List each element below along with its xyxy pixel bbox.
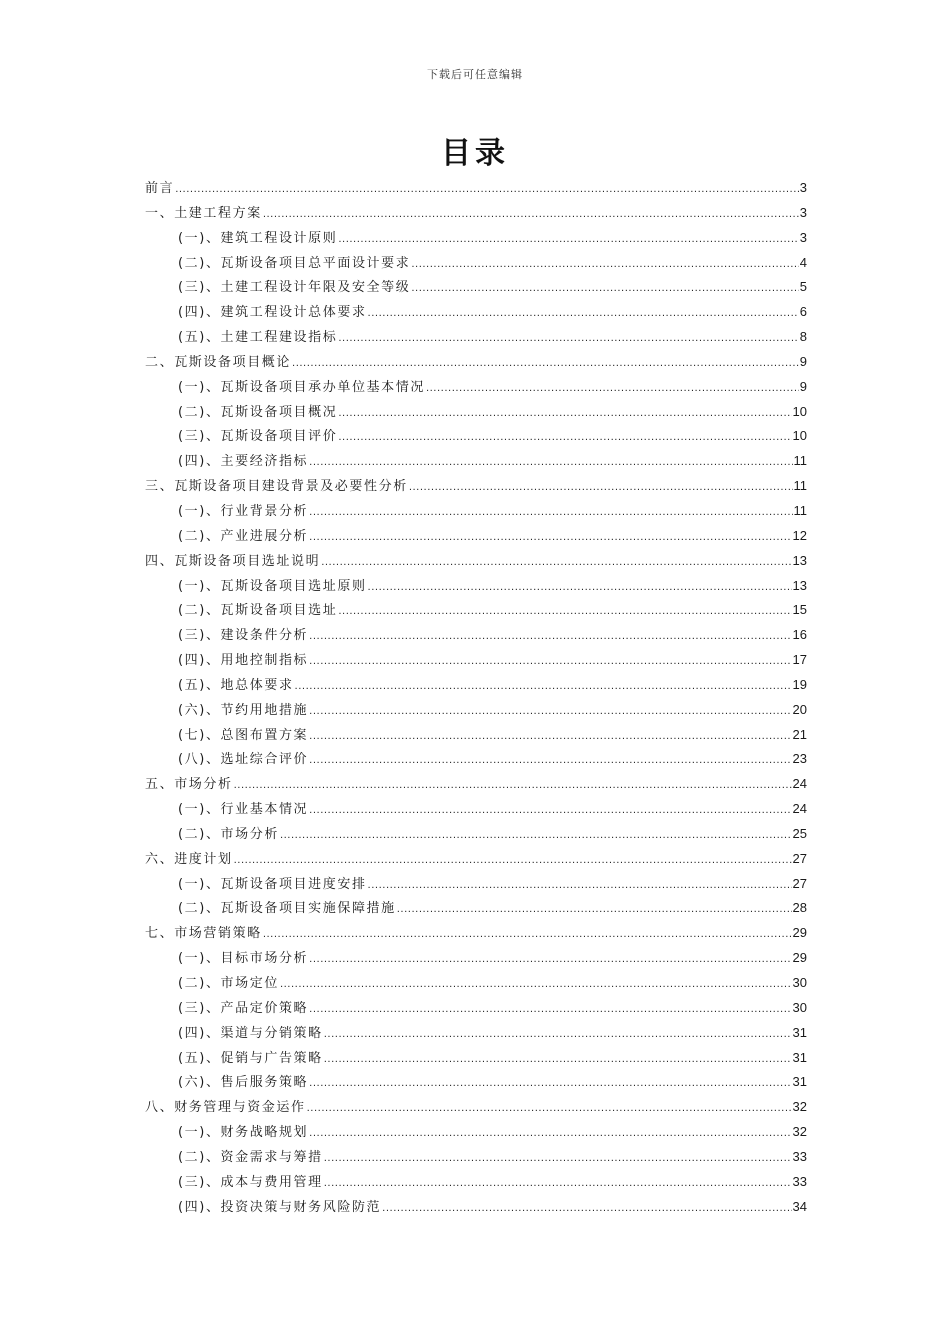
toc-entry-page-number: 21 — [792, 726, 807, 742]
toc-dot-leader — [338, 401, 791, 427]
toc-entry-page-number: 31 — [792, 1049, 807, 1065]
toc-dot-leader — [324, 1146, 792, 1172]
toc-entry-page-number: 8 — [799, 329, 807, 345]
toc-entry-page-number: 3 — [799, 180, 807, 195]
toc-dot-leader — [409, 475, 793, 501]
toc-entry-label: (四)、用地控制指标 — [178, 653, 309, 669]
toc-entry-page-number: 33 — [792, 1148, 807, 1164]
toc-dot-leader — [338, 599, 791, 625]
toc-entry-label: (五)、促销与广告策略 — [178, 1050, 323, 1066]
toc-section-entry[interactable] — [145, 1021, 807, 1046]
toc-entry-page-number: 10 — [792, 403, 807, 419]
toc-section-entry[interactable] — [145, 673, 807, 698]
toc-dot-leader — [234, 848, 792, 874]
toc-section-entry[interactable] — [145, 971, 807, 996]
toc-chapter-entry[interactable] — [145, 176, 807, 201]
toc-section-entry[interactable] — [145, 424, 807, 449]
toc-dot-leader — [397, 897, 792, 923]
toc-entry-label: (二)、市场分析 — [178, 826, 279, 842]
toc-entry-label: (五)、土建工程建设指标 — [178, 330, 338, 346]
toc-dot-leader — [309, 997, 791, 1023]
toc-section-entry[interactable] — [145, 1070, 807, 1095]
toc-dot-leader — [309, 1071, 791, 1097]
toc-dot-leader — [307, 1096, 792, 1122]
toc-dot-leader — [309, 624, 791, 650]
toc-chapter-entry[interactable] — [145, 921, 807, 946]
toc-section-entry[interactable] — [145, 623, 807, 648]
toc-entry-label: 一、土建工程方案 — [145, 205, 262, 221]
toc-section-entry[interactable] — [145, 896, 807, 921]
toc-dot-leader — [309, 450, 792, 476]
toc-chapter-entry[interactable] — [145, 1095, 807, 1120]
toc-dot-leader — [368, 873, 792, 899]
toc-dot-leader — [175, 177, 799, 203]
toc-dot-leader — [309, 500, 792, 526]
toc-section-entry[interactable] — [145, 400, 807, 425]
toc-chapter-entry[interactable] — [145, 474, 807, 499]
toc-entry-label: (八)、选址综合评价 — [178, 752, 309, 768]
toc-entry-label: (四)、投资决策与财务风险防范 — [178, 1199, 382, 1215]
toc-entry-label: 四、瓦斯设备项目选址说明 — [145, 553, 321, 569]
toc-section-entry[interactable] — [145, 872, 807, 897]
toc-entry-label: (一)、建筑工程设计原则 — [178, 230, 338, 246]
toc-dot-leader — [368, 575, 792, 601]
toc-entry-page-number: 34 — [792, 1198, 807, 1214]
toc-entry-label: (六)、节约用地措施 — [178, 702, 309, 718]
toc-dot-leader — [411, 276, 798, 302]
toc-section-entry[interactable] — [145, 598, 807, 623]
toc-entry-label: (三)、产品定价策略 — [178, 1000, 309, 1016]
toc-entry-page-number: 29 — [792, 950, 807, 966]
toc-section-entry[interactable] — [145, 648, 807, 673]
toc-entry-label: (二)、市场定位 — [178, 976, 279, 991]
toc-entry-page-number: 3 — [799, 204, 807, 220]
toc-entry-page-number: 31 — [792, 1074, 807, 1090]
toc-entry-page-number: 13 — [792, 577, 807, 593]
toc-dot-leader — [280, 823, 792, 849]
toc-dot-leader — [295, 674, 792, 700]
toc-entry-label: 八、财务管理与资金运作 — [145, 1100, 306, 1116]
header-note: 下载后可任意编辑 — [427, 68, 523, 81]
toc-section-entry[interactable] — [145, 1145, 807, 1170]
toc-entry-label: (三)、土建工程设计年限及安全等级 — [178, 280, 411, 296]
toc-entry-label: (一)、行业基本情况 — [178, 802, 309, 818]
toc-section-entry[interactable] — [145, 524, 807, 549]
toc-dot-leader — [234, 773, 792, 799]
toc-entry-label: (二)、资金需求与筹措 — [178, 1149, 323, 1165]
toc-section-entry[interactable] — [145, 449, 807, 474]
toc-section-entry[interactable] — [145, 275, 807, 300]
toc-entry-label: 二、瓦斯设备项目概论 — [145, 354, 292, 370]
toc-entry-label: 前言 — [145, 181, 175, 196]
toc-entry-label: (二)、瓦斯设备项目概况 — [178, 404, 338, 420]
toc-entry-page-number: 27 — [792, 850, 807, 866]
toc-dot-leader — [324, 1022, 792, 1048]
toc-dot-leader — [309, 724, 791, 750]
toc-section-entry[interactable] — [145, 226, 807, 251]
toc-entry-page-number: 20 — [792, 701, 807, 717]
toc-chapter-entry[interactable] — [145, 549, 807, 574]
toc-section-entry[interactable] — [145, 251, 807, 276]
toc-entry-label: (三)、成本与费用管理 — [178, 1174, 323, 1190]
toc-dot-leader — [338, 425, 791, 451]
toc-chapter-entry[interactable] — [145, 847, 807, 872]
toc-dot-leader — [309, 525, 791, 551]
toc-entry-page-number: 11 — [793, 502, 807, 518]
toc-dot-leader — [338, 326, 798, 352]
toc-entry-label: (六)、售后服务策略 — [178, 1075, 309, 1091]
toc-entry-label: (四)、主要经济指标 — [178, 454, 309, 470]
toc-entry-page-number: 17 — [792, 652, 807, 668]
toc-entry-label: 五、市场分析 — [145, 777, 233, 793]
toc-chapter-entry[interactable] — [145, 350, 807, 375]
toc-entry-label: (四)、渠道与分销策略 — [178, 1025, 323, 1041]
toc-title: 目录 — [441, 136, 509, 171]
toc-section-entry[interactable] — [145, 1046, 807, 1071]
toc-entry-label: (三)、建设条件分析 — [178, 628, 309, 644]
toc-dot-leader — [411, 252, 798, 278]
toc-entry-page-number: 9 — [799, 378, 807, 394]
toc-section-entry[interactable] — [145, 499, 807, 524]
toc-entry-label: (一)、行业背景分析 — [178, 503, 309, 519]
toc-section-entry[interactable] — [145, 698, 807, 723]
toc-entry-page-number: 15 — [792, 602, 807, 618]
toc-entry-page-number: 5 — [799, 279, 807, 295]
toc-chapter-entry[interactable] — [145, 772, 807, 797]
toc-chapter-entry[interactable] — [145, 201, 807, 226]
toc-entry-label: (一)、财务战略规划 — [178, 1125, 309, 1141]
toc-dot-leader — [292, 351, 799, 377]
toc-entry-page-number: 11 — [793, 478, 807, 494]
toc-entry-page-number: 30 — [792, 999, 807, 1015]
toc-section-entry[interactable] — [145, 822, 807, 847]
toc-dot-leader — [368, 301, 799, 327]
table-of-contents — [145, 176, 807, 1219]
toc-entry-page-number: 24 — [792, 776, 807, 792]
toc-dot-leader — [309, 1121, 791, 1147]
toc-entry-label: (四)、建筑工程设计总体要求 — [178, 305, 367, 321]
toc-entry-label: 七、市场营销策略 — [145, 926, 262, 942]
toc-entry-page-number: 16 — [792, 627, 807, 643]
toc-entry-label: 六、进度计划 — [145, 851, 233, 867]
toc-entry-label: (七)、总图布置方案 — [178, 727, 309, 743]
toc-entry-page-number: 24 — [792, 801, 807, 817]
toc-entry-page-number: 11 — [793, 453, 807, 469]
toc-section-entry[interactable] — [145, 325, 807, 350]
toc-entry-label: (一)、瓦斯设备项目承办单位基本情况 — [178, 379, 425, 395]
toc-entry-page-number: 3 — [799, 229, 807, 245]
toc-entry-page-number: 31 — [792, 1024, 807, 1040]
toc-section-entry[interactable] — [145, 300, 807, 325]
toc-entry-page-number: 12 — [792, 527, 807, 543]
toc-dot-leader — [382, 1196, 791, 1222]
toc-section-entry[interactable] — [145, 747, 807, 772]
toc-dot-leader — [324, 1171, 792, 1197]
toc-section-entry[interactable] — [145, 1170, 807, 1195]
toc-dot-leader — [280, 972, 792, 998]
toc-entry-label: (一)、目标市场分析 — [178, 951, 309, 967]
toc-entry-page-number: 32 — [792, 1099, 807, 1115]
toc-entry-page-number: 29 — [792, 925, 807, 941]
toc-entry-page-number: 28 — [792, 900, 807, 916]
toc-entry-page-number: 32 — [792, 1124, 807, 1140]
toc-entry-page-number: 23 — [792, 751, 807, 767]
toc-section-entry[interactable] — [145, 996, 807, 1021]
toc-entry-label: (二)、瓦斯设备项目总平面设计要求 — [178, 255, 411, 271]
toc-entry-page-number: 9 — [799, 353, 807, 369]
toc-entry-label: 三、瓦斯设备项目建设背景及必要性分析 — [145, 479, 408, 495]
toc-dot-leader — [338, 227, 798, 253]
toc-entry-page-number: 19 — [792, 676, 807, 692]
toc-entry-page-number: 33 — [792, 1173, 807, 1189]
toc-entry-label: (二)、产业进展分析 — [178, 528, 309, 544]
toc-entry-page-number: 25 — [792, 825, 807, 841]
toc-section-entry[interactable] — [145, 1195, 807, 1220]
toc-dot-leader — [309, 798, 791, 824]
toc-entry-label: (一)、瓦斯设备项目进度安排 — [178, 876, 367, 892]
toc-section-entry[interactable] — [145, 723, 807, 748]
toc-entry-page-number: 27 — [792, 875, 807, 891]
toc-dot-leader — [263, 922, 792, 948]
toc-entry-page-number: 30 — [792, 975, 807, 990]
toc-dot-leader — [309, 649, 791, 675]
toc-entry-label: (二)、瓦斯设备项目选址 — [178, 603, 338, 619]
toc-entry-page-number: 4 — [799, 254, 807, 270]
toc-entry-label: (五)、地总体要求 — [178, 677, 294, 693]
toc-dot-leader — [426, 376, 799, 402]
toc-section-entry[interactable] — [145, 375, 807, 400]
toc-entry-label: (一)、瓦斯设备项目选址原则 — [178, 578, 367, 594]
toc-section-entry[interactable] — [145, 1120, 807, 1145]
toc-dot-leader — [263, 202, 799, 228]
toc-entry-label: (二)、瓦斯设备项目实施保障措施 — [178, 901, 396, 917]
toc-section-entry[interactable] — [145, 797, 807, 822]
toc-entry-label: (三)、瓦斯设备项目评价 — [178, 429, 338, 445]
toc-entry-page-number: 10 — [792, 428, 807, 444]
toc-dot-leader — [309, 748, 791, 774]
toc-entry-page-number: 6 — [799, 304, 807, 320]
toc-section-entry[interactable] — [145, 574, 807, 599]
toc-section-entry[interactable] — [145, 946, 807, 971]
toc-entry-page-number: 13 — [792, 552, 807, 568]
toc-dot-leader — [309, 699, 791, 725]
toc-dot-leader — [321, 550, 791, 576]
toc-dot-leader — [309, 947, 791, 973]
toc-dot-leader — [324, 1047, 792, 1073]
